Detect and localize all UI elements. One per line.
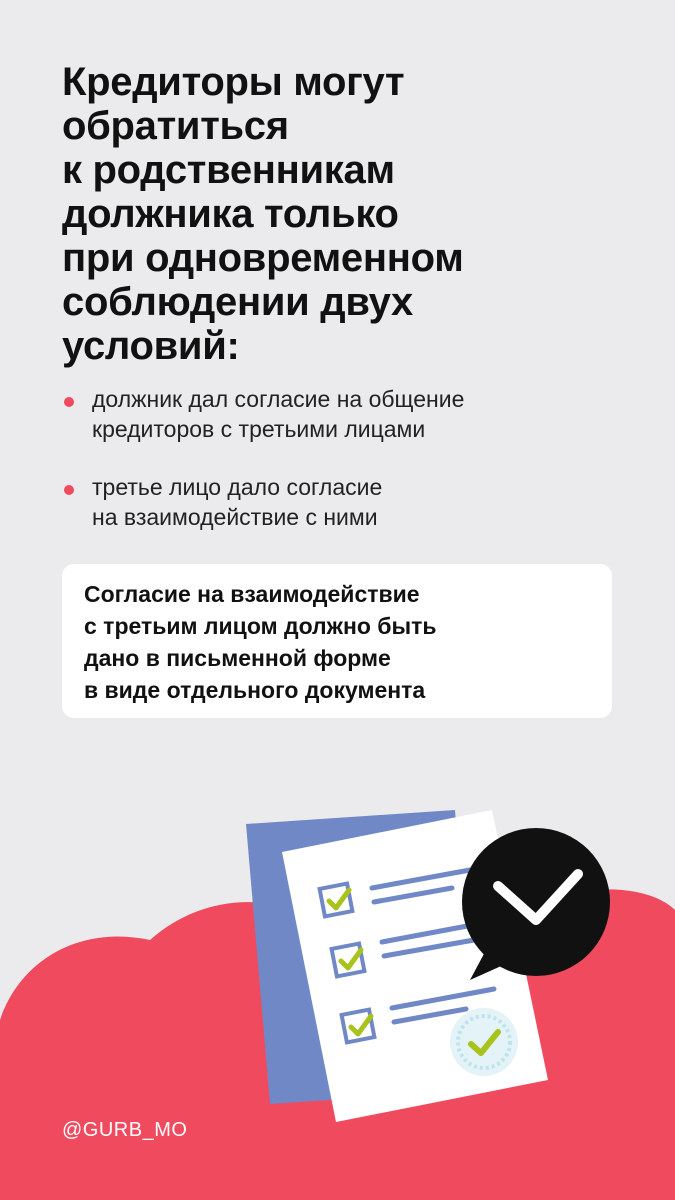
title-line: Кредиторы могут <box>62 60 405 104</box>
title-line: соблюдении двух <box>62 280 413 324</box>
conditions-list <box>62 384 622 560</box>
bullet-dot-icon <box>64 397 74 407</box>
note-line: с третьим лицом должно быть <box>84 613 437 639</box>
checkbox-icon <box>342 1010 375 1043</box>
list-item-line: на взаимодействие с ними <box>92 504 378 530</box>
title-line: условий: <box>62 324 240 368</box>
list-item-text <box>92 472 622 532</box>
title-line: должника только <box>62 192 399 236</box>
page-title <box>62 60 622 368</box>
checkbox-icon <box>332 944 365 977</box>
list-item-line: кредиторов с третьими лицами <box>92 416 426 442</box>
list-item <box>62 384 622 444</box>
note-line: в виде отдельного документа <box>84 677 426 703</box>
title-line: обратиться <box>62 104 289 148</box>
check-seal-icon <box>450 1008 518 1076</box>
title-line: при одновременном <box>62 236 464 280</box>
list-item-line: должник дал согласие на общение <box>92 386 465 412</box>
list-item-line: третье лицо дало согласие <box>92 474 383 500</box>
note-card <box>62 564 612 718</box>
note-line: дано в письменной форме <box>84 645 391 671</box>
social-handle: @GURB_MO <box>62 1119 188 1141</box>
list-item-text <box>92 384 622 444</box>
note-line: Согласие на взаимодействие <box>84 581 420 607</box>
bullet-dot-icon <box>64 485 74 495</box>
list-item <box>62 472 622 532</box>
checkbox-icon <box>320 884 353 917</box>
title-line: к родственникам <box>62 148 395 192</box>
